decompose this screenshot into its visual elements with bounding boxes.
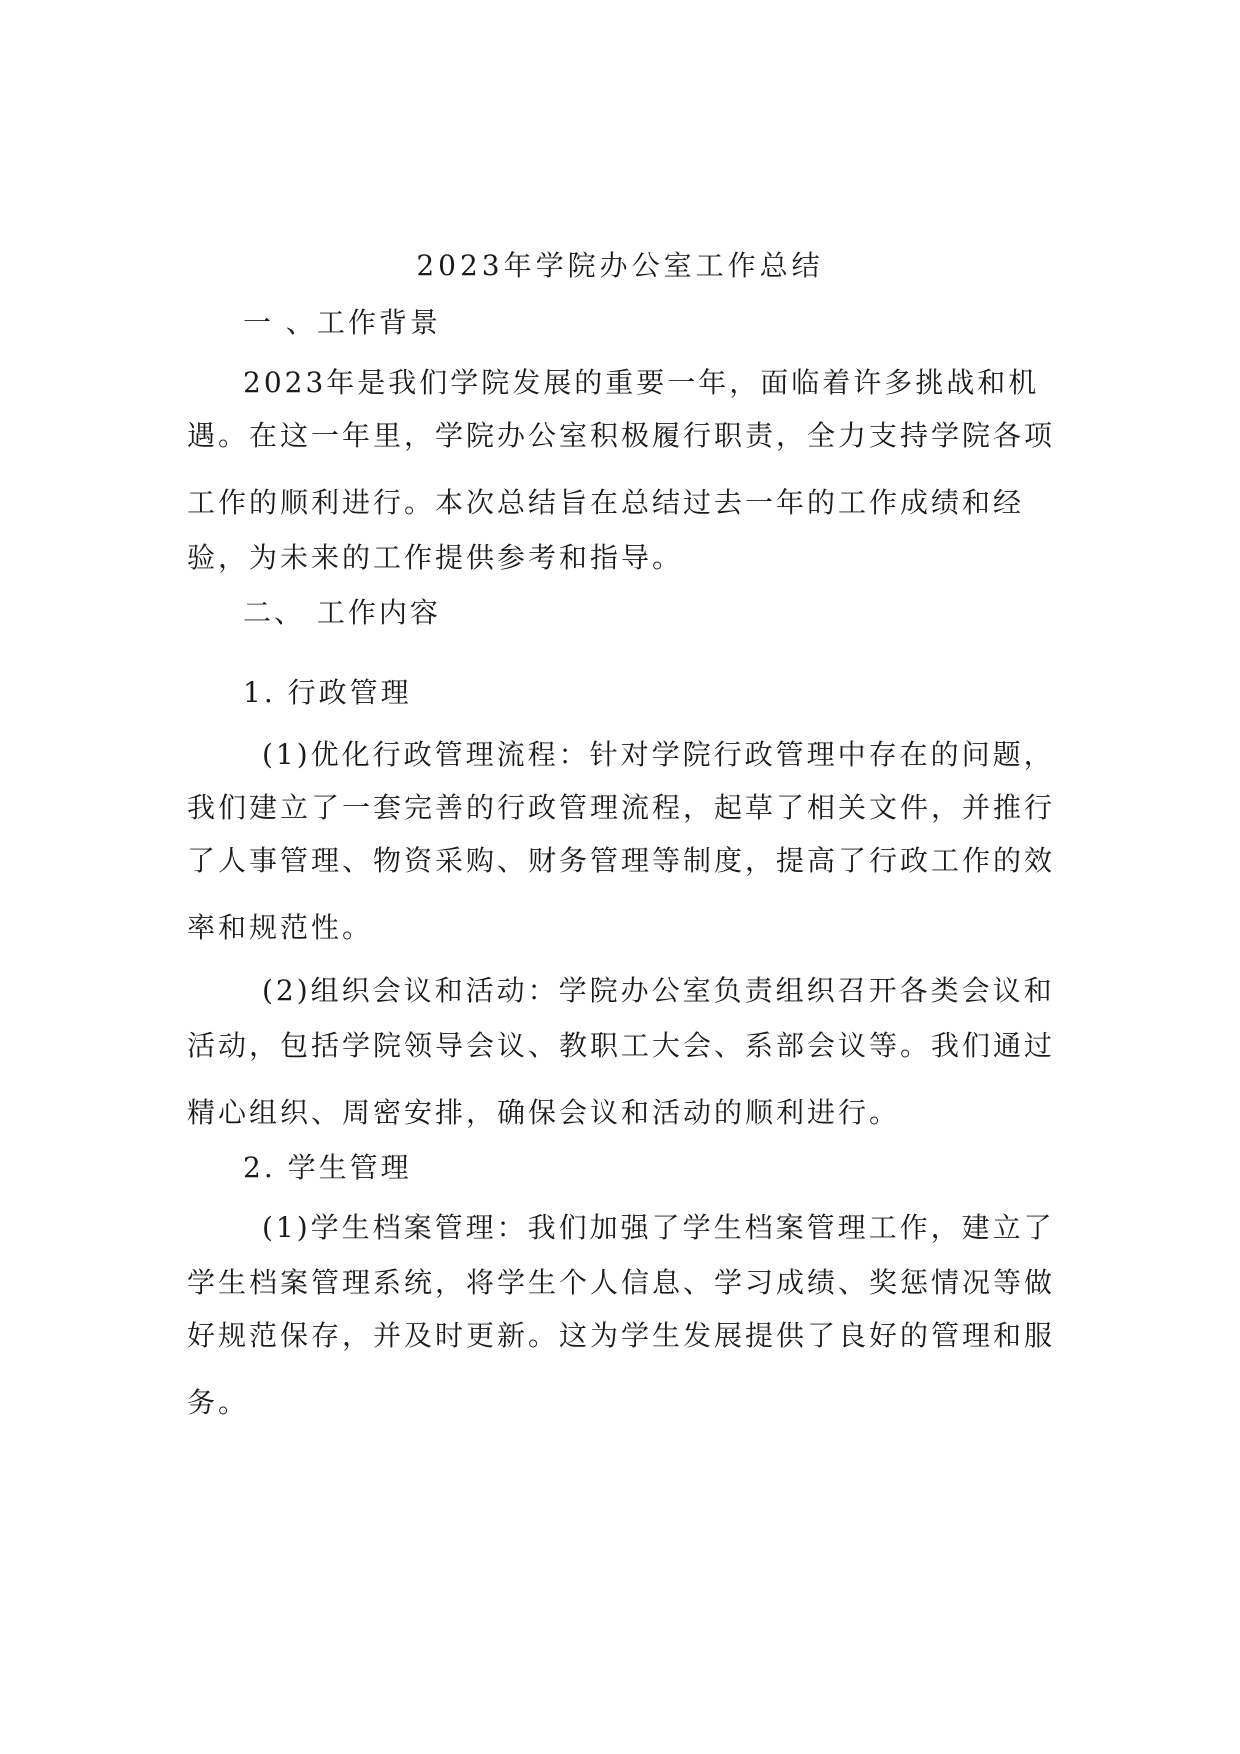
paragraph-line: (2)组织会议和活动：学院办公室负责组织召开各类会议和 (262, 974, 1055, 1007)
subsection-heading-admin: 1. 行政管理 (243, 676, 412, 709)
paragraph-line: 好规范保存，并及时更新。这为学生发展提供了良好的管理和服 (187, 1319, 1056, 1352)
section-heading-background: 一 、工作背景 (243, 306, 441, 339)
paragraph-line: 2023年是我们学院发展的重要一年，面临着许多挑战和机 (243, 366, 1040, 399)
paragraph-line: 我们建立了一套完善的行政管理流程，起草了相关文件，并推行 (187, 791, 1056, 824)
paragraph-line: 遇。在这一年里，学院办公室积极履行职责，全力支持学院各项 (187, 419, 1056, 452)
section-heading-content: 二、 工作内容 (243, 596, 441, 629)
document-title: 2023年学院办公室工作总结 (416, 249, 824, 282)
paragraph-line: 了人事管理、物资采购、财务管理等制度，提高了行政工作的效 (187, 844, 1056, 877)
subsection-heading-student: 2. 学生管理 (243, 1151, 412, 1184)
paragraph-line: 工作的顺利进行。本次总结旨在总结过去一年的工作成绩和经 (187, 486, 1025, 519)
paragraph-line: 务。 (187, 1386, 250, 1419)
paragraph-line: 率和规范性。 (187, 911, 374, 944)
paragraph-line: 验，为未来的工作提供参考和指导。 (187, 541, 684, 574)
paragraph-line: 学生档案管理系统，将学生个人信息、学习成绩、奖惩情况等做 (187, 1266, 1056, 1299)
paragraph-line: (1)优化行政管理流程：针对学院行政管理中存在的问题， (262, 738, 1055, 771)
paragraph-line: 精心组织、周密安排，确保会议和活动的顺利进行。 (187, 1096, 901, 1129)
paragraph-line: 活动，包括学院领导会议、教职工大会、系部会议等。我们通过 (187, 1029, 1056, 1062)
paragraph-line: (1)学生档案管理：我们加强了学生档案管理工作，建立了 (262, 1211, 1055, 1244)
